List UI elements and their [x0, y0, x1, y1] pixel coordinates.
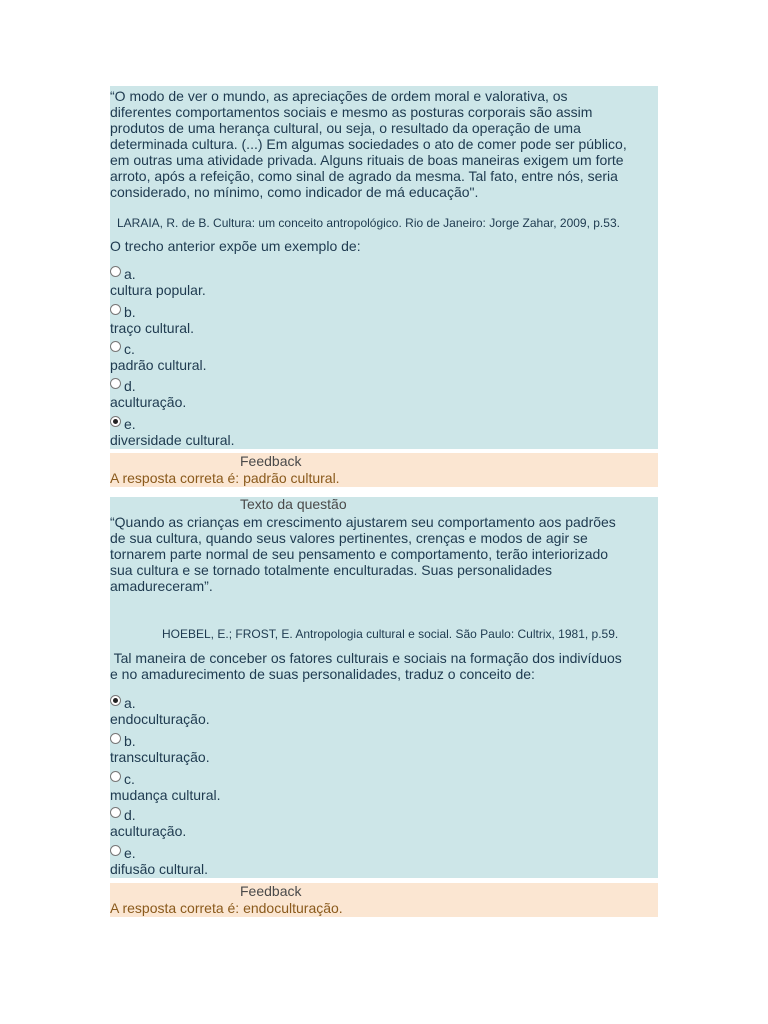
radio-button[interactable] — [110, 733, 121, 744]
option-text: aculturação. — [110, 823, 187, 839]
feedback-answer: A resposta correta é: padrão cultural. — [110, 470, 340, 486]
question-1-line: produtos de uma herança cultural, ou seja, o resultado da operação de uma — [110, 120, 581, 136]
feedback-title: Feedback — [240, 883, 302, 899]
question-2-line: de sua cultura, quando seus valores pertinentes, crenças e modos de agir se — [110, 530, 588, 546]
question-2-prompt — [110, 650, 622, 682]
question-2-option-d[interactable] — [110, 807, 186, 839]
question-2-section-title: Texto da questão — [240, 496, 347, 512]
question-1-option-b[interactable] — [110, 304, 194, 336]
question-2-option-b[interactable] — [110, 733, 210, 765]
radio-button[interactable] — [110, 845, 121, 856]
feedback-title: Feedback — [240, 453, 302, 469]
question-1-line: arroto, após a refeição, como sinal de agrado da mesma. Tal fato, entre nós, seria — [110, 168, 618, 184]
option-text: transculturação. — [110, 749, 210, 765]
question-2-line: amadureceram”. — [110, 578, 213, 594]
question-1-citation: LARAIA, R. de B. Cultura: um conceito antropológico. Rio de Janeiro: Jorge Zahar, 2009, p.53. — [117, 216, 620, 230]
question-1-line: “O modo de ver o mundo, as apreciações de ordem moral e valorativa, os — [110, 88, 568, 104]
option-text: difusão cultural. — [110, 861, 209, 877]
question-1-line: considerado, no mínimo, como indicador de má educação". — [110, 184, 479, 200]
radio-button[interactable] — [110, 378, 121, 389]
question-2-option-c[interactable] — [110, 771, 221, 803]
question-1-text — [110, 88, 627, 200]
radio-button-selected[interactable] — [110, 695, 121, 706]
option-letter: b. — [124, 733, 136, 749]
option-text: endoculturação. — [110, 711, 210, 727]
question-1-line: em outras uma atividade privada. Alguns rituais de boas maneiras exigem um forte — [110, 152, 624, 168]
question-2-prompt-line: Tal maneira de conceber os fatores culturais e sociais na formação dos indivíduos — [110, 650, 622, 666]
option-letter: e. — [124, 845, 136, 861]
question-2-text — [110, 514, 616, 594]
option-text: cultura popular. — [110, 282, 206, 298]
option-letter: d. — [124, 378, 136, 394]
question-1-option-a[interactable] — [110, 266, 206, 298]
option-letter: e. — [124, 416, 136, 432]
question-1-option-c[interactable] — [110, 341, 207, 373]
radio-button[interactable] — [110, 771, 121, 782]
question-1-prompt: O trecho anterior expõe um exemplo de: — [110, 238, 361, 254]
option-letter: d. — [124, 807, 136, 823]
question-2-line: sua cultura e se tornado totalmente enculturadas. Suas personalidades — [110, 562, 553, 578]
question-1-option-e[interactable] — [110, 416, 235, 448]
question-1-block — [110, 86, 658, 449]
question-1-option-d[interactable] — [110, 378, 186, 410]
option-letter: c. — [124, 771, 135, 787]
question-2-line: “Quando as crianças em crescimento ajustarem seu comportamento aos padrões — [110, 514, 616, 530]
option-letter: b. — [124, 304, 136, 320]
option-letter: c. — [124, 341, 135, 357]
radio-button-selected[interactable] — [110, 416, 121, 427]
feedback-answer: A resposta correta é: endoculturação. — [110, 900, 343, 916]
radio-button[interactable] — [110, 341, 121, 352]
question-2-prompt-line: e no amadurecimento de suas personalidades, traduz o conceito de: — [110, 666, 535, 682]
option-text: mudança cultural. — [110, 787, 221, 803]
question-2-line: tornarem parte normal de seu pensamento e comportamento, terão interiorizado — [110, 546, 609, 562]
question-2-block — [110, 497, 658, 878]
question-1-feedback — [110, 453, 658, 487]
question-2-feedback — [110, 883, 658, 917]
radio-button[interactable] — [110, 266, 121, 277]
question-2-option-a[interactable] — [110, 695, 210, 727]
question-1-line: determinada cultura. (...) Em algumas sociedades o ato de comer pode ser público, — [110, 136, 627, 152]
option-letter: a. — [124, 266, 136, 282]
option-text: aculturação. — [110, 394, 187, 410]
question-2-citation: HOEBEL, E.; FROST, E. Antropologia cultural e social. São Paulo: Cultrix, 1981, p.59. — [162, 627, 619, 641]
option-text: padrão cultural. — [110, 357, 207, 373]
option-text: diversidade cultural. — [110, 432, 235, 448]
radio-button[interactable] — [110, 304, 121, 315]
option-letter: a. — [124, 695, 136, 711]
question-1-line: diferentes comportamentos sociais e mesmo as posturas corporais são assim — [110, 104, 593, 120]
option-text: traço cultural. — [110, 320, 195, 336]
radio-button[interactable] — [110, 807, 121, 818]
question-2-option-e[interactable] — [110, 845, 208, 877]
